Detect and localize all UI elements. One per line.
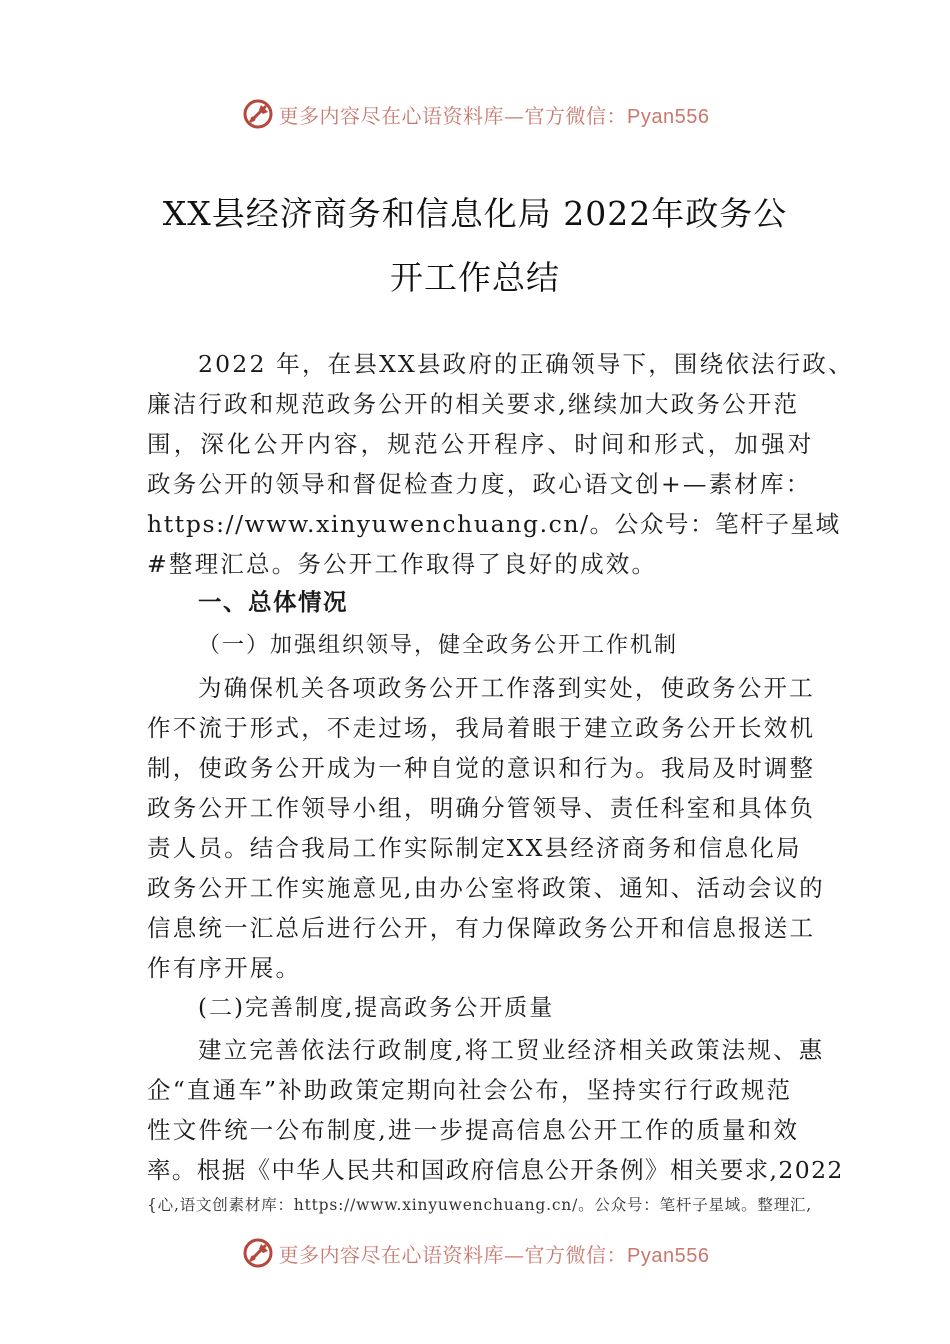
paragraph-line: 制，使政务公开成为一种自觉的意识和行为。我局及时调整 [147, 754, 816, 782]
paragraph-line: 性文件统一公布制度,进一步提高信息公开工作的质量和效 [147, 1116, 800, 1144]
paragraph-line: 率。根据《中华人民共和国政府信息公开条例》相关要求,2022 [147, 1156, 844, 1184]
banner-text: 更多内容尽在心语资料库—官方微信：Pyan556 [278, 103, 710, 128]
banner-wechat-id: Pyan556 [627, 1244, 710, 1267]
paragraph-line: 作有序开展。 [147, 954, 302, 982]
footer-banner [0, 1233, 950, 1273]
subsection-heading: （一）加强组织领导，健全政务公开工作机制 [198, 633, 679, 658]
paragraph-line: 责人员。结合我局工作实际制定XX县经济商务和信息化局 [147, 834, 802, 862]
logo-icon [241, 97, 275, 131]
intro-line: 围，深化公开内容，规范公开程序、时间和形式，加强对 [147, 430, 815, 458]
document-title-line-2: 开工作总结 [390, 258, 560, 297]
paragraph-line: 为确保机关各项政务公开工作落到实处，使政务公开工 [198, 674, 815, 702]
paragraph-line: 作不流于形式，不走过场，我局着眼于建立政务公开长效机 [147, 714, 816, 742]
footer-note: {心,语文创素材库：https://www.xinyuwenchuang.cn/。公众号：笔杆子星域。整理汇, [147, 1196, 813, 1214]
subsection-heading: (二)完善制度,提高政务公开质量 [198, 995, 555, 1021]
banner-text: 更多内容尽在心语资料库—官方微信：Pyan556 [278, 1242, 710, 1267]
header-banner [0, 94, 950, 134]
paragraph-line: 政务公开工作领导小组，明确分管领导、责任科室和具体负 [147, 794, 816, 822]
banner-wechat-id: Pyan556 [627, 105, 710, 128]
paragraph-line: 信息统一汇总后进行公开，有力保障政务公开和信息报送工 [147, 914, 816, 942]
intro-line: https://www.xinyuwenchuang.cn/。公众号：笔杆子星域 [147, 510, 841, 538]
paragraph-line: 政务公开工作实施意见,由办公室将政策、通知、活动会议的 [147, 874, 825, 902]
paragraph-line: 企“直通车”补助政策定期向社会公布，坚持实行行政规范 [147, 1076, 793, 1104]
intro-line: 政务公开的领导和督促检查力度，政心语文创+—素材库： [147, 470, 812, 498]
intro-line: #整理汇总。务公开工作取得了良好的成效。 [147, 550, 658, 578]
intro-line: 2022 年，在县XX县政府的正确领导下，围绕依法行政、 [198, 350, 854, 378]
section-heading: 一、总体情况 [198, 588, 348, 616]
logo-icon [241, 1236, 275, 1270]
document-title-line-1: XX县经济商务和信息化局 2022年政务公 [162, 194, 788, 233]
paragraph-line: 建立完善依法行政制度,将工贸业经济相关政策法规、惠 [198, 1036, 825, 1064]
intro-line: 廉洁行政和规范政务公开的相关要求,继续加大政务公开范 [147, 390, 800, 418]
